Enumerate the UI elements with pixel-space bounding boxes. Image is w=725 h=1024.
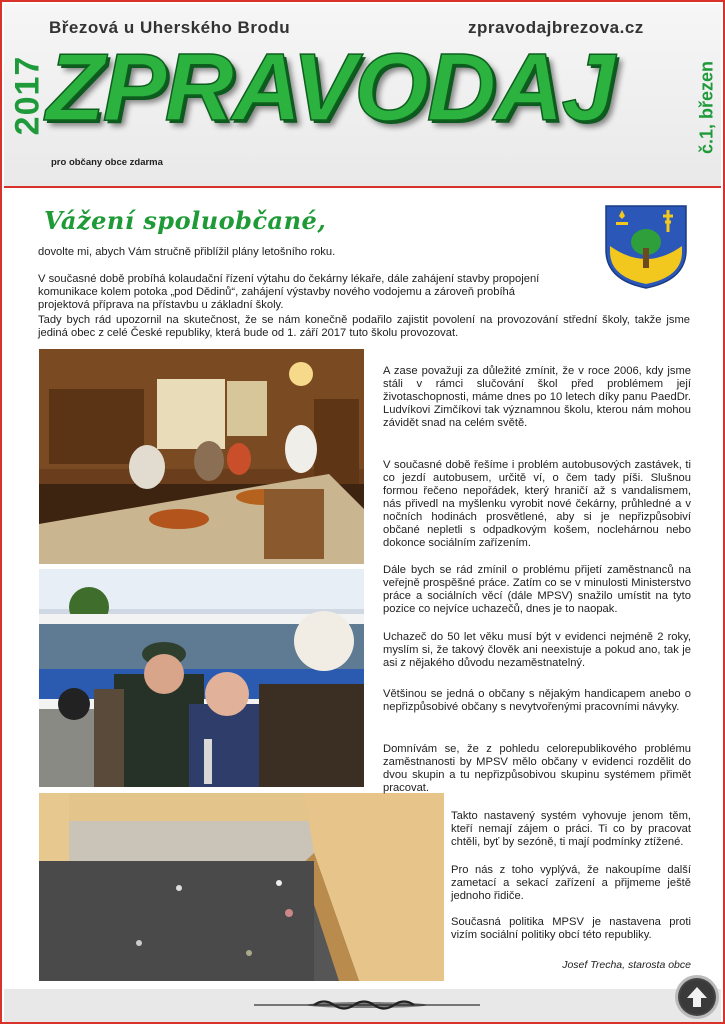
photo-kitchen [39,349,364,564]
coat-of-arms-icon [602,202,690,290]
photo-bus-stop [39,569,364,787]
column-paragraph-6: Domnívám se, že z pohledu celorepublikového problému zaměstnanosti by MPSV mělo občany v evidenci rozdělit do dvou skupin a tu nepřizpůsobivou skupinu systémem přimět pracovat. [383,743,691,794]
newsletter-title: ZPRAVODAJ [46,34,613,141]
column-paragraph-4: Uchazeč do 50 let věku musí být v evidenci nejméně 2 roky, myslím si, že takový člověk ani neexistuje a pokud ano, tak je asi z nějakého důvodu nezaměstnatelný. [383,631,691,669]
village-name: Březová u Uherského Brodu [49,18,291,37]
scroll-top-button[interactable] [678,978,716,1016]
column-paragraph-8: Pro nás z toho vyplývá, že nakoupíme další zametací a sekací zařízení a přijmeme ještě jednoho řidiče. [451,864,691,902]
intro-text: dovolte mi, abych Vám stručně přiblížil plány letošního roku. [38,246,336,258]
column-paragraph-3: Dále bych se rád zmínil o problému přijetí zaměstnanců na veřejně prospěšné práce. Zatím co se v minulosti Ministerstvo práce a sociálních věcí (dále MPSV) snažilo umístit na tyto pozice co nejvíce uchazečů, dnes je to naopak. [383,564,691,615]
paragraph-1 [38,273,598,312]
header-divider [4,186,721,188]
issue-label: č.1, březen [696,60,717,155]
column-paragraph-9: Současná politika MPSV je nastavena proti vizím sociální politiky obcí této republiky. [451,916,691,941]
paragraph-1-line: V současné době probíhá kolaudační řízení výtahu do čekárny lékaře, dále zahájení stavby propojení [38,273,540,285]
paragraph-1-line: komunikace kolem potoka „pod Dědinů“, zahájení výstavby nového vodojemu a zároveň probíhá [38,286,515,298]
column-paragraph-1: A zase považuji za důležité zmínit, že v roce 2006, kdy jsme stáli v rámci slučování škol před problémem její životaschopnosti, máme dnes po 10 letech díky panu PaedDr. Ludvíkovi Zimčíkovi tak významnou školu, kterou nám mohou závidět snad na celém světě. [383,365,691,429]
signature: Josef Trecha, starosta obce [562,959,691,971]
arrow-up-icon [678,978,716,1016]
paragraph-1-line: projektová příprava na přístavbu u základní školy. [38,299,284,311]
photo-vandalized-shelter [39,793,444,981]
column-paragraph-5: Většinou se jedná o občany s nějakým handicapem anebo o nepřizpůsobivé občany s nevytvořenými pracovními návyky. [383,688,691,713]
paragraph-2: Tady bych rád upozornil na skutečnost, že se nám konečně podařilo zajistit povolení na provozování střední školy, takže jsme jediná obec z celé České republiky, která bude od 1. září 2017 tuto školu provozovat. [38,314,690,339]
ornament-divider-icon [254,998,480,1012]
greeting-heading: Vážení spoluobčané, [44,206,327,235]
column-paragraph-2: V současné době řešíme i problém autobusových zastávek, ti co jezdí autobusem, určitě ví, o čem tady píši. Slušnou formou řečeno nepořádek, který hraničí až s vandalismem, nás přivedl na myšlenku vyrobit nové čekárny, průhledné a v nočních hodinách prosvětlené, aby si je nepřizpůsobiví občané nepletli s odpadkovým košem, noclehárnou nebo dokonce sociálním zařízením. [383,459,691,549]
year-label: 2017 [8,55,47,136]
subtitle: pro občany obce zdarma [51,157,163,168]
website-link[interactable]: zpravodajbrezova.cz [468,18,644,37]
column-paragraph-7: Takto nastavený systém vyhovuje jenom těm, kteří nemají zájem o práci. Ti co by pracovat chtěli, byť by sezóně, ti mají podmínky ztížené. [451,810,691,848]
